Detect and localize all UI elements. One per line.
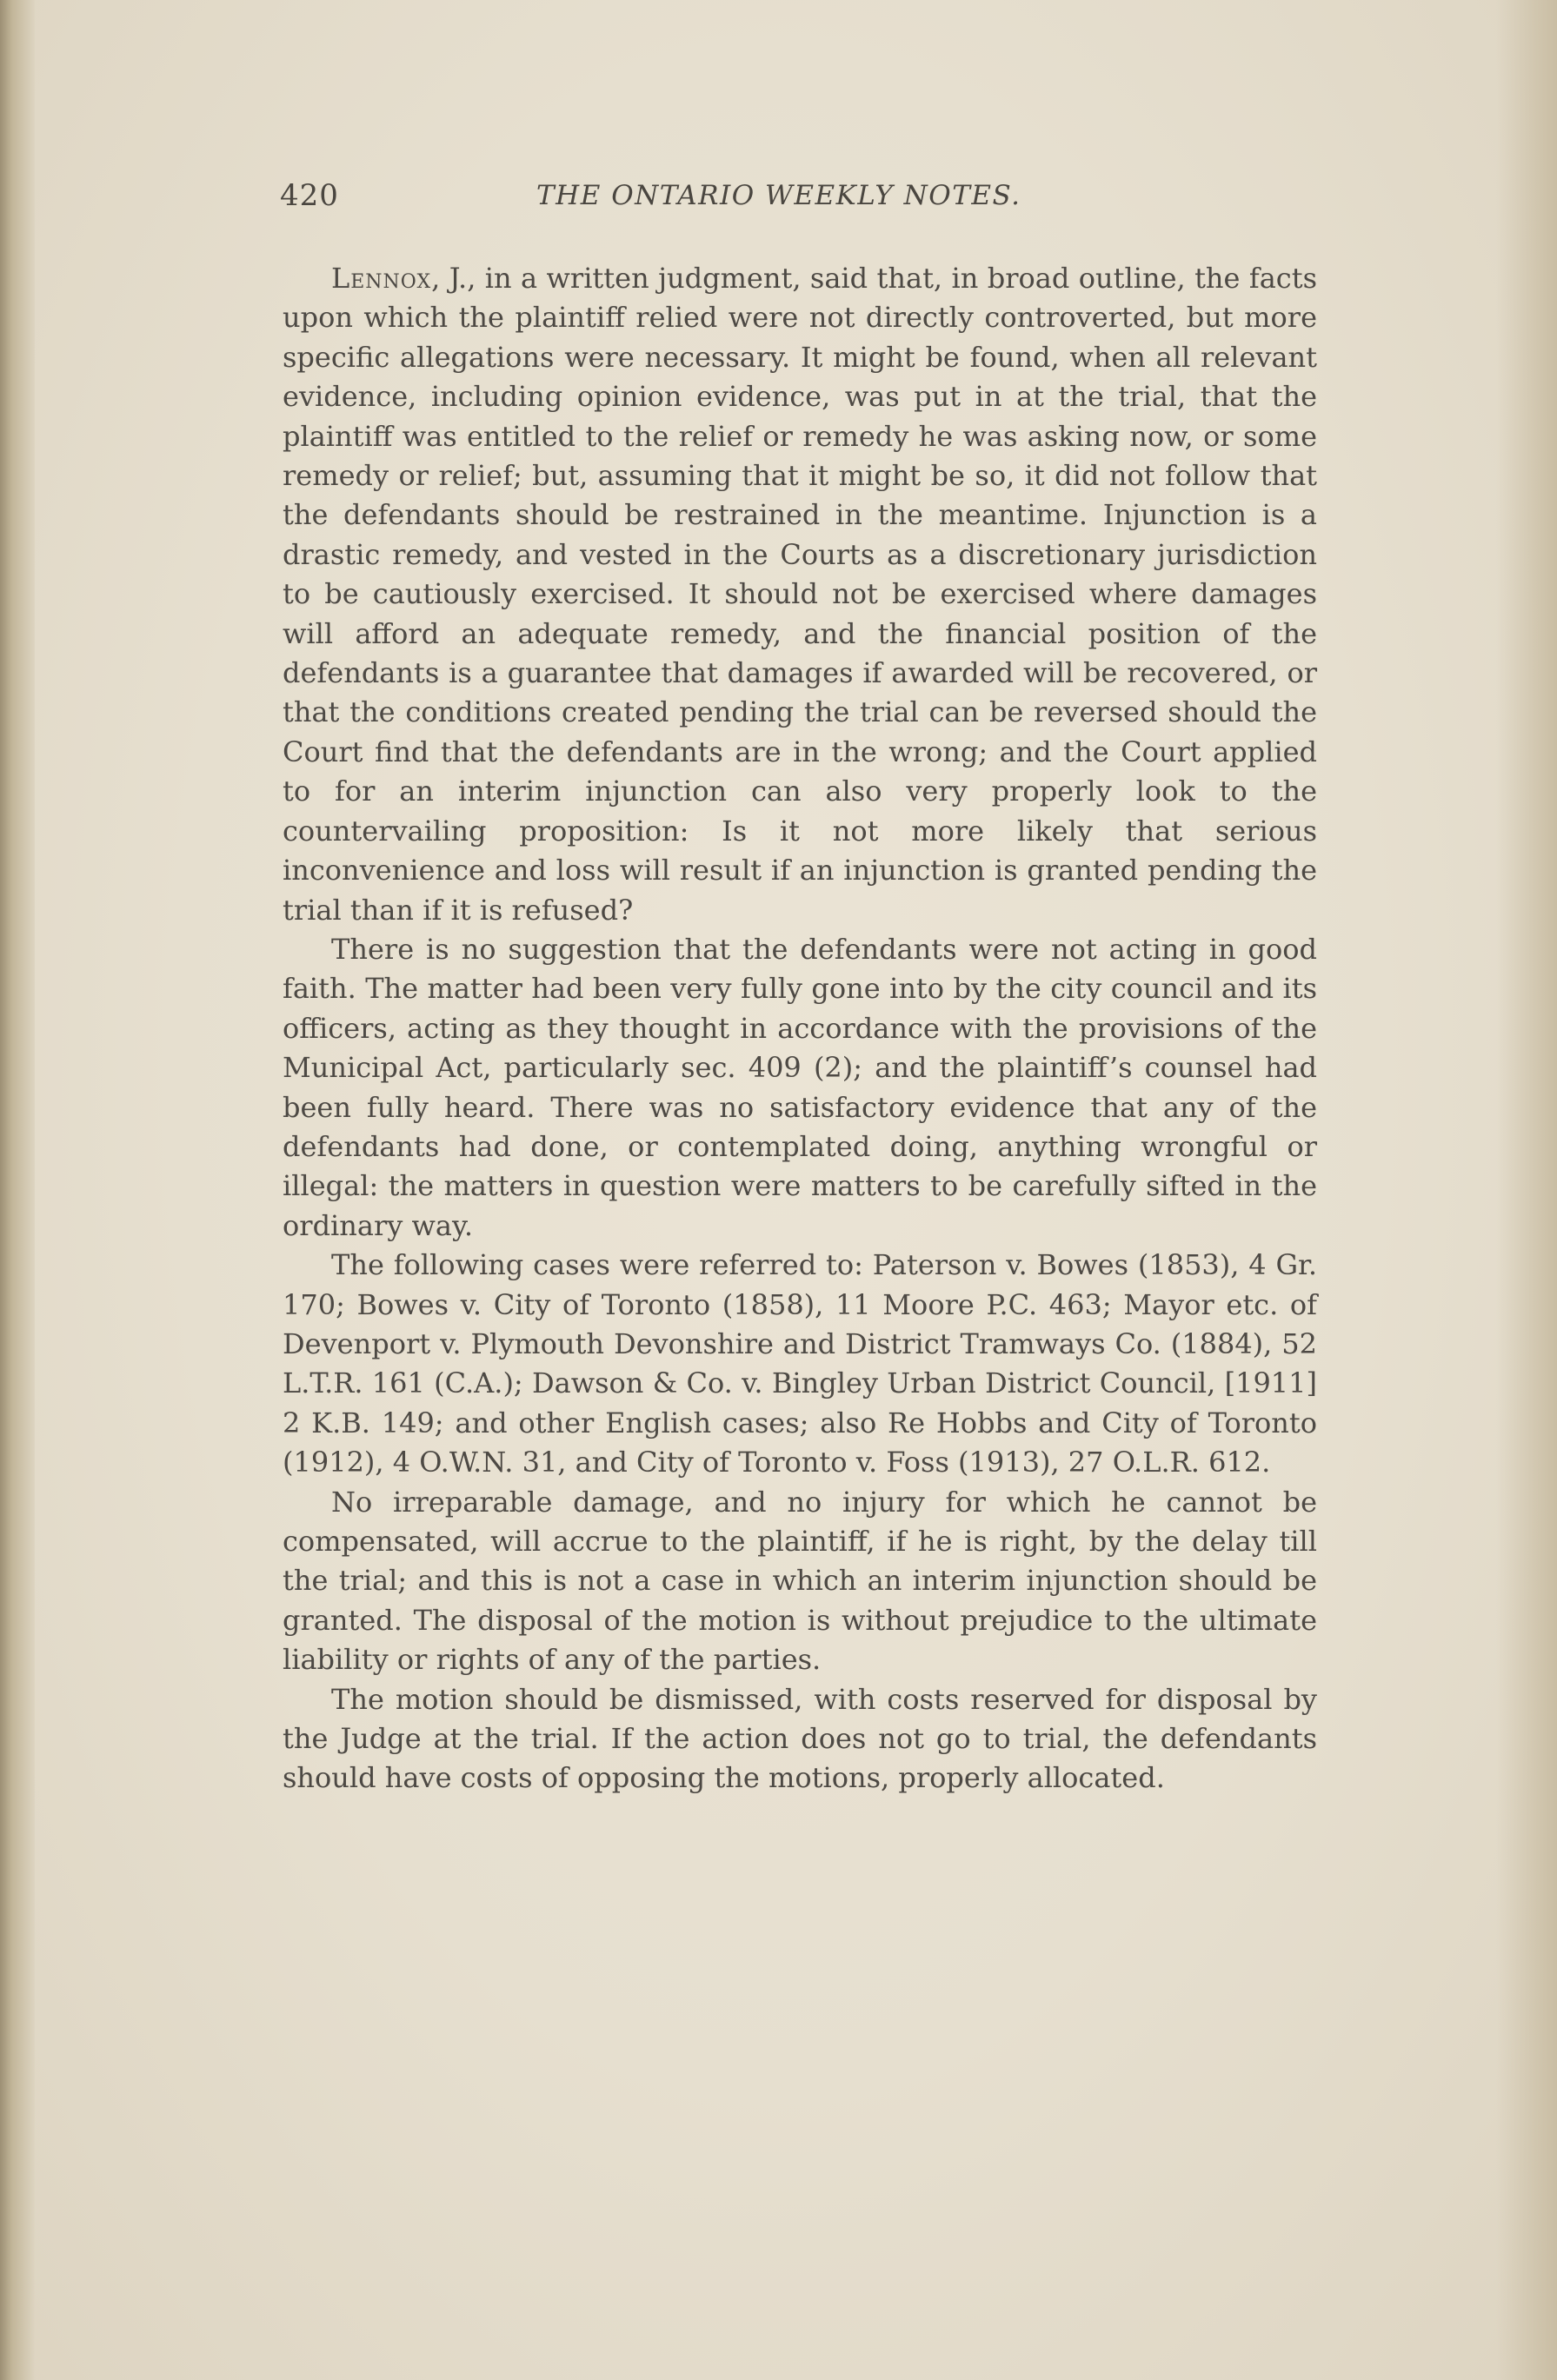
paragraph-judgment: [283, 259, 1317, 930]
binding-gutter: [0, 0, 35, 2380]
paragraph-good-faith: There is no suggestion that the defendants were not acting in good faith. The matter had been very fully gone into by the city council and its officers, acting as they thought in accordance with the provisions of the Municipal Act, particularly sec. 409 (2); and the plaintiff’s counsel had been fully heard. There was no satisfactory evidence that any of the defendants had done, or contemplated doing, anything wrongful or illegal: the matters in question were matters to be carefully sifted in the ordinary way.: [283, 932, 1317, 1242]
paragraph-judgment-text: , J., in a written judgment, said that, in broad outline, the facts upon which the plaintiff relied were not directly controverted, but more specific allegations were necessary. It might be found, when all relevant evidence, including opinion evidence, was put in at the trial, that the plaintiff was entitled to the relief or remedy he was asking now, or some remedy or relief; but, assuming that it might be so, it did not follow that the defendants should be restrained in the meantime. Injunction is a drastic remedy, and vested in the Courts as a discretionary jurisdiction to be cautiously exercised. It should not be exercised where damages will afford an adequate remedy, and the financial position of the defendants is a guarantee that damages if awarded will be recovered, or that the conditions created pending the trial can be reversed should the Court find that the defendants are in the wrong; and the Court applied to for an interim injunction can also very properly look to the countervailing proposition: Is it not more likely that serious inconvenience and loss will result if an injunction is granted pending the trial than if it is refused?: [283, 262, 1317, 927]
paragraph-cases-cited: The following cases were referred to: Paterson v. Bowes (1853), 4 Gr. 170; Bowes v. City of Toronto (1858), 11 Moore P.C. 463; Mayor etc. of Devenport v. Plymouth Devonshire and District Tramways Co. (1884), 52 L.T.R. 161 (C.A.); Dawson & Co. v. Bingley Urban District Council, [1911] 2 K.B. 149; and other English cases; also Re Hobbs and City of Toronto (1912), 4 O.W.N. 31, and City of Toronto v. Foss (1913), 27 O.L.R. 612.: [283, 1248, 1317, 1479]
page-edge-shadow: [1496, 0, 1557, 2380]
page-header: [280, 178, 1319, 222]
judge-name: Lennox: [331, 262, 432, 295]
running-title: THE ONTARIO WEEKLY NOTES.: [536, 180, 1021, 211]
body-text: [283, 259, 1317, 1798]
paragraph-no-irreparable-damage: No irreparable damage, and no injury for which he cannot be compensated, will accrue to the plaintiff, if he is right, by the delay till the trial; and this is not a case in which an interim injunction should be granted. The disposal of the motion is without prejudice to the ultimate liability or rights of any of the parties.: [283, 1485, 1317, 1677]
page-number: 420: [280, 178, 339, 213]
paragraph-disposition: The motion should be dismissed, with costs reserved for disposal by the Judge at the trial. If the action does not go to trial, the defendants should have costs of opposing the motions, properly allocated.: [283, 1682, 1317, 1795]
